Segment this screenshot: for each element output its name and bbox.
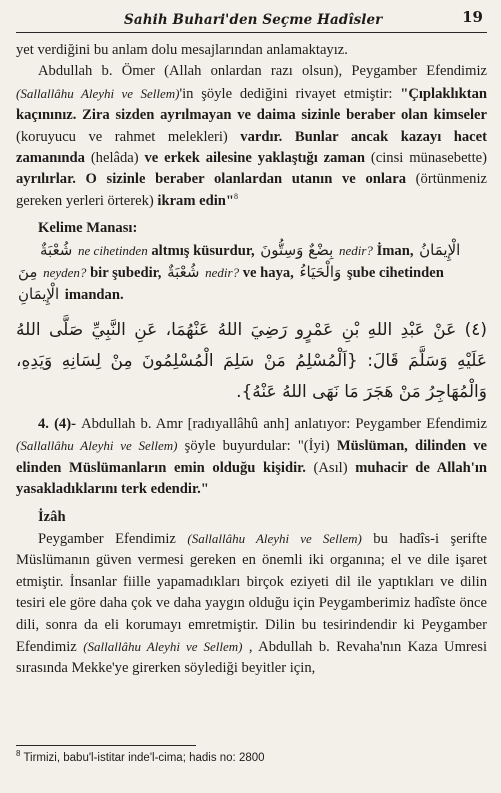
paragraph-hadith-4-translation: 4. (4)- Abdullah b. Amr [radıyallâhû anh] anlatıyor: Peygamber Efendimiz (Sallallâhu Aleyhi ve Sellem) şöyle buyurdular: "(İyi) Müslüman, dilinden ve elinden Müslümanların emin olduğu kişidir. (Asıl) muhacir de Allah'ın yasakladıklarını terk edendir.": [16, 415, 488, 498]
paragraph-continuation: yet verdiğini bu anlam dolu mesajlarından anlamaktayız.: [16, 42, 348, 58]
section-heading-kelime-manasi: Kelime Manası:: [38, 220, 138, 237]
page-number: 19: [462, 8, 483, 26]
page-body: [16, 40, 487, 680]
hadith-4-arabic-text: (٤) عَنْ عَبْدِ اللهِ بْنِ عَمْرٍو رَضِيَ اللهُ عَنْهُمَا، عَنِ النَّبِيِّ صَلَّى اللهُ عَلَيْهِ وَسَلَّمَ قَالَ: {اَلْمُسْلِمُ مَنْ سَلِمَ الْمُسْلِمُونَ مِنْ لِسَانِهِ وَيَدِهِ، وَالْمُهَاجِرُ مَنْ هَجَرَ مَا نَهَى اللهُ عَنْهُ}.: [16, 319, 487, 402]
section-heading-izah: İzâh: [38, 508, 66, 525]
page-header: [16, 6, 487, 33]
paragraph-hadith-3-translation: Abdullah b. Ömer (Allah onlardan razı olsun), Peygamber Efendimiz (Sallallâhu Aleyhi ve Sellem)'in şöyle dediğini rivayet etmiştir: "Çıplaklıktan kaçınınız. Zira sizden ayrılmayan ve daima sizinle beraber olan kimseler (koruyucu ve rahmet melekleri) vardır. Bunlar ancak kazayı hacet zamanında (helâda) ve erkek ailesine yaklaştığı zaman (cinsi münasebette) ayrılırlar. O sizinle beraber olanlardan utanın ve onlara (örtünmeniz gereken yerleri örterek) ikram edin"$^8$: [16, 63, 487, 209]
vocab-line-2: مِنَ neyden? bir şubedir, شُعْبَةٌ nedir? ve haya, وَالْحَيَاءُ şube cihetinden: [18, 263, 444, 282]
footnote-divider: [16, 745, 196, 746]
vocab-line-1: شُعْبَةٌ ne cihetinden altmış küsurdur, بِضْعٌ وَسِتُّونَ nedir? İman, الْإِيمَانُ: [40, 240, 461, 259]
footnote-8: $^8$ Tirmizi, babu'l-istitar inde'l-cima; hadis no: 2800: [16, 749, 265, 764]
vocab-line-3: الْإِيمَانِ imandan.: [18, 285, 124, 304]
paragraph-izah: Peygamber Efendimiz (Sallallâhu Aleyhi ve Sellem) bu hadîs-i şerifte Müslümanın güven vermesi gereken en önemli iki organına; el ve dile işaret etmiştir. İnsanlar fiille yapamadıkları birçok eziyeti dil ile yaptıkları ve dilin tesiri ele göre daha çok ve daha yaygın olduğu için Peygamberimiz hadîste önce dili, sonra da eli korumayı emretmiştir. Dilin bu tesirindendir ki Peygamber Efendimiz (Sallallâhu Aleyhi ve Sellem) , Abdullah b. Revaha'nın Kaza Umresi sırasında Mekke'ye girerken söylediği beyitler için,: [16, 530, 488, 677]
footnote-ref: 8: [234, 191, 239, 201]
running-title: Sahih Buhari'den Seçme Hadîsler: [124, 12, 383, 28]
